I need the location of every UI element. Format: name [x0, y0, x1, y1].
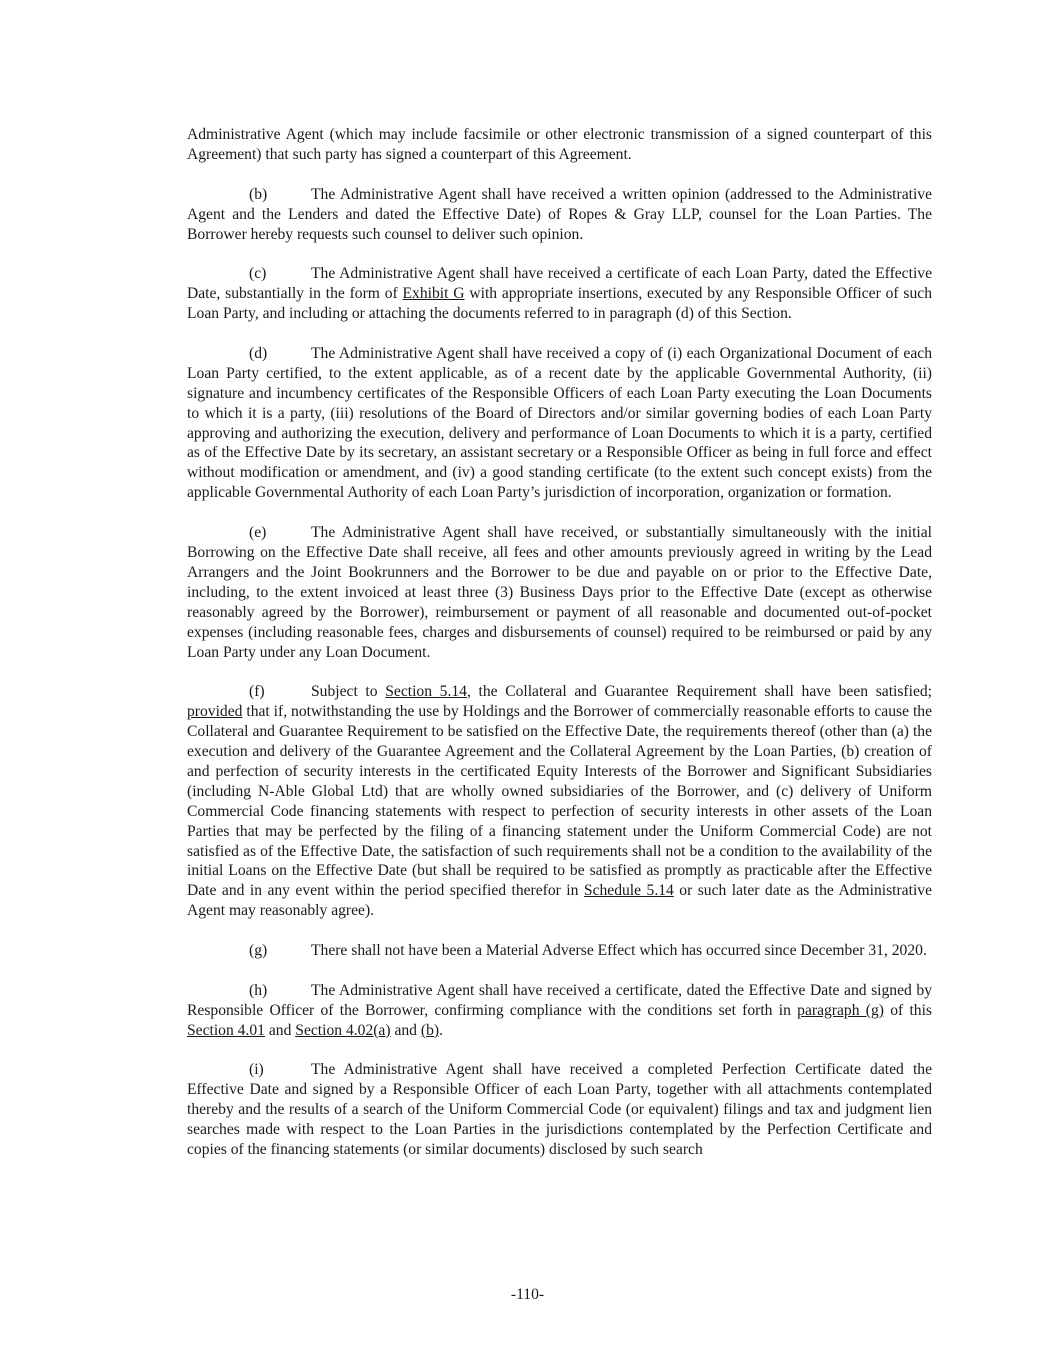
clause-label: (h) — [249, 981, 268, 999]
clause-text: . — [439, 1021, 443, 1039]
clause-text: or such later date as the Administrative Agent may reasonably agree). — [187, 882, 932, 920]
cross-reference: provided — [187, 703, 243, 721]
clause-label: (g) — [249, 942, 268, 960]
clause-label: (f) — [249, 683, 265, 701]
clause-label: (b) — [249, 185, 268, 203]
clause-text: , the Collateral and Guarantee Requirement shall have been satisfied; — [466, 683, 932, 701]
cross-reference: Section 4.02(a) — [295, 1021, 391, 1039]
clause-label: (d) — [249, 344, 268, 362]
clause-text: The Administrative Agent shall have received a written opinion (addressed to the Administrative Agent and the Lenders and dated the Effective Date) of Ropes & Gray LLP, counsel for the Loan Parties. The Borrower hereby requests such counsel to deliver such opinion. — [187, 185, 932, 243]
clause-paragraph — [187, 682, 932, 921]
clause-text: The Administrative Agent shall have received a copy of (i) each Organizational Document of each Loan Party certified, to the extent applicable, as of a recent date by the applicable Governmental Authority, (ii) signature and incumbency certificates of the Responsible Officers of each Loan Party executing the Loan Documents to which it is a party, (iii) resolutions of the Board of Directors and/or similar governing bodies of each Loan Party approving and authorizing the execution, delivery and performance of Loan Documents to which it is a party, certified as of the Effective Date by its secretary, an assistant secretary or a Responsible Officer as being in full force and effect without modification or amendment, and (iv) a good standing certificate (to the extent such concept exists) from the applicable Governmental Authority of each Loan Party’s jurisdiction of incorporation, organization or formation. — [187, 344, 932, 502]
cross-reference: Section 4.01 — [187, 1021, 265, 1039]
clause-text: and — [264, 1021, 296, 1039]
clause-paragraph — [187, 264, 932, 324]
clause-text: The Administrative Agent shall have received a certificate, dated the Effective Date and signed by Responsible Officer of the Borrower, confirming compliance with the conditions set forth in — [187, 981, 932, 1019]
paragraph-list — [187, 185, 932, 1160]
clause-paragraph — [187, 1060, 932, 1160]
cross-reference: Exhibit G — [402, 285, 465, 303]
continuation-paragraph: Administrative Agent (which may include facsimile or other electronic transmission of a signed counterpart of this Agreement) that such party has signed a counterpart of this Agreement. — [187, 126, 932, 163]
clause-text: The Administrative Agent shall have received a completed Perfection Certificate dated the Effective Date and signed by a Responsible Officer of each Loan Party, together with all attachments contemplated thereby and the results of a search of the Uniform Commercial Code (or equivalent) filings and tax and judgment lien searches made with respect to the Loan Parties in the jurisdictions contemplated by the Perfection Certificate and copies of the financing statements (or similar documents) disclosed by such search — [187, 1061, 932, 1159]
clause-text: that if, notwithstanding the use by Holdings and the Borrower of commercially reasonable efforts to cause the Collateral and Guarantee Requirement to be satisfied on the Effective Date, the requirements thereof (other than (a) the execution and delivery of the Guarantee Agreement and the Collateral Agreement by the Loan Parties, (b) creation of and perfection of security interests in the certificated Equity Interests of the Borrower and Significant Subsidiaries (including N-Able Global Ltd) that are wholly owned subsidiaries of the Borrower, and (c) delivery of Uniform Commercial Code financing statements with respect to perfection of security interests in other assets of the Loan Parties that may be perfected by the filing of a financing statement under the Uniform Commercial Code) are not satisfied as of the Effective Date, the satisfaction of such requirements shall not be a condition to the availability of the initial Loans on the Effective Date (but shall be required to be satisfied as promptly as practicable after the Effective Date and in any event within the period specified therefor in — [187, 703, 932, 900]
clause-text: and — [390, 1021, 421, 1039]
clause-text: Subject to — [311, 683, 386, 701]
clause-paragraph — [187, 941, 932, 961]
clause-paragraph — [187, 981, 932, 1041]
clause-text: with appropriate insertions, executed by any Responsible Officer of such Loan Party, and including or attaching the documents referred to in paragraph (d) of this Section. — [187, 285, 932, 323]
clause-label: (i) — [249, 1061, 264, 1079]
cross-reference: paragraph (g) — [797, 1001, 884, 1019]
clause-text: The Administrative Agent shall have received, or substantially simultaneously with the initial Borrowing on the Effective Date shall receive, all fees and other amounts previously agreed in writing by the Lead Arrangers and the Joint Bookrunners and the Borrower to be due and payable on or prior to the Effective Date, including, to the extent invoiced at least three (3) Business Days prior to the Effective Date (except as otherwise reasonably agreed by the Borrower), reimbursement or payment of all reasonable and documented out-of-pocket expenses (including reasonable fees, charges and disbursements of counsel) required to be reimbursed or paid by any Loan Party under any Loan Document. — [187, 524, 932, 661]
clause-paragraph — [187, 523, 932, 662]
cross-reference: (b) — [420, 1021, 440, 1039]
clause-paragraph — [187, 185, 932, 245]
cross-reference: Schedule 5.14 — [583, 882, 674, 900]
clause-text: There shall not have been a Material Adverse Effect which has occurred since December 31, 2020. — [311, 942, 927, 960]
clause-label: (e) — [249, 524, 267, 542]
page-number: -110- — [510, 1286, 545, 1303]
clause-text: The Administrative Agent shall have received a certificate of each Loan Party, dated the Effective Date, substantially in the form of — [187, 265, 932, 303]
clause-label: (c) — [249, 265, 267, 283]
cross-reference: Section 5.14 — [385, 683, 467, 701]
clause-text: of this — [883, 1001, 933, 1019]
clause-paragraph — [187, 344, 932, 503]
body-text — [187, 125, 932, 1180]
